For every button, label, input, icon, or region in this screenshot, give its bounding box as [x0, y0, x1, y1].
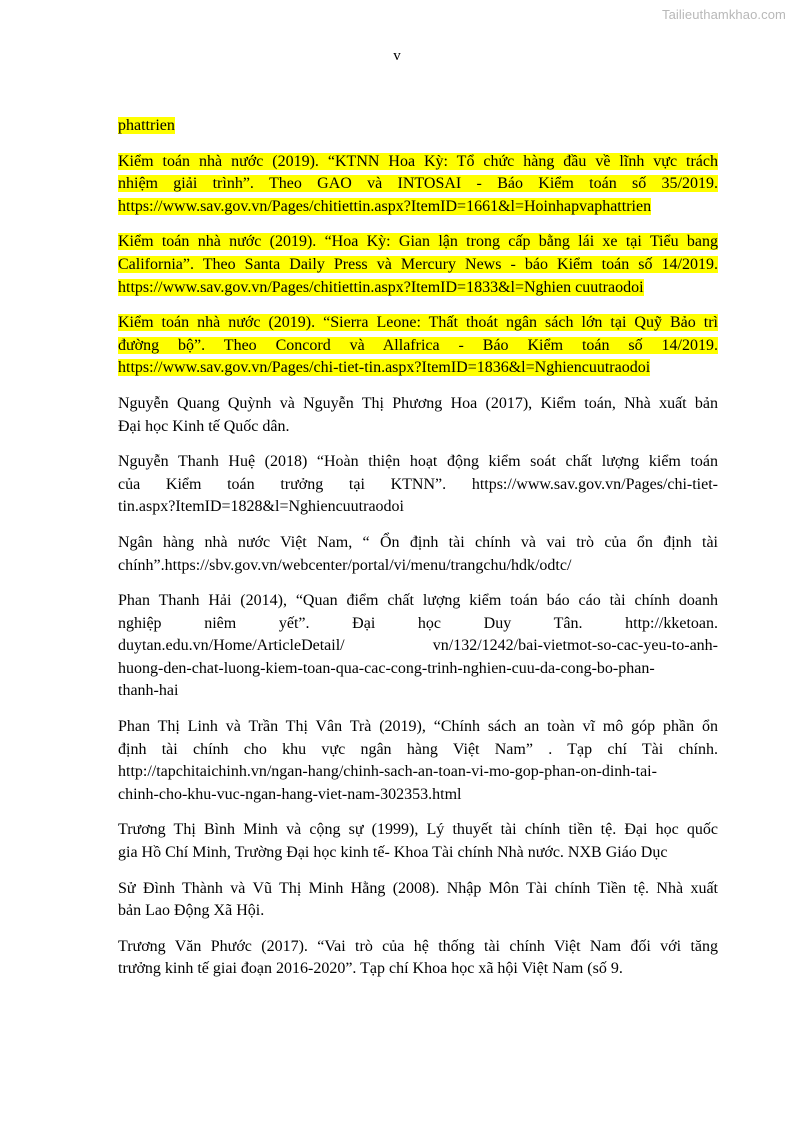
- reference-line: [118, 613, 718, 636]
- reference-entry: [118, 151, 718, 219]
- reference-entry: [118, 312, 718, 380]
- reference-line-text: Kiểm toán nhà nước (2019). “Sierra Leone: Thất thoát ngân sách lớn tại Quỹ Bảo trì: [118, 314, 718, 332]
- reference-line-text: https://www.sav.gov.vn/Pages/chi-tiet-tin.aspx?ItemID=1836&l=Nghiencuutraodoi: [118, 359, 651, 377]
- reference-line-text: chính”.https://sbv.gov.vn/webcenter/portal/vi/menu/trangchu/hdk/odtc/: [118, 556, 572, 574]
- reference-line: [118, 716, 718, 739]
- reference-line-text: nghiệp niêm yết”. Đại học Duy Tân. http://kketoan.: [118, 614, 718, 632]
- reference-entry: [118, 451, 718, 519]
- reference-line: [118, 496, 718, 519]
- reference-line: [118, 254, 718, 277]
- reference-line-text: https://www.sav.gov.vn/Pages/chitiettin.aspx?ItemID=1661&l=Hoinhapvaphattrien: [118, 197, 652, 215]
- reference-line: [118, 451, 718, 474]
- reference-line: [118, 936, 718, 959]
- reference-entry: [118, 716, 718, 806]
- reference-line: [118, 312, 718, 335]
- reference-line: [118, 784, 718, 807]
- reference-line: [118, 555, 718, 578]
- reference-line-text: Phan Thanh Hải (2014), “Quan điểm chất lượng kiểm toán báo cáo tài chính doanh: [118, 592, 718, 610]
- reference-line: [118, 590, 718, 613]
- reference-line: [118, 680, 718, 703]
- reference-entry: [118, 393, 718, 438]
- reference-entry: [118, 878, 718, 923]
- reference-line: [118, 958, 718, 981]
- reference-line: [118, 196, 718, 219]
- reference-line-text: phattrien: [118, 117, 175, 134]
- reference-line: [118, 151, 718, 174]
- reference-line-text: định tài chính cho khu vực ngân hàng Việt Nam” . Tạp chí Tài chính.: [118, 740, 718, 758]
- reference-line-text: http://tapchitaichinh.vn/ngan-hang/chinh-sach-an-toan-vi-mo-gop-phan-on-dinh-tai-: [118, 763, 657, 781]
- reference-line: [118, 842, 718, 865]
- reference-line-text: Ngân hàng nhà nước Việt Nam, “ Ổn định tài chính và vai trò của ổn định tài: [118, 533, 718, 551]
- reference-line: [118, 393, 718, 416]
- reference-line-text: Trương Văn Phước (2017). “Vai trò của hệ thống tài chính Việt Nam đối với tăng: [118, 937, 718, 955]
- reference-line: [118, 416, 718, 439]
- reference-line-text: California”. Theo Santa Daily Press và Mercury News - báo Kiểm toán số 14/2019.: [118, 255, 718, 273]
- reference-line-text: Sử Đình Thành và Vũ Thị Minh Hằng (2008). Nhập Môn Tài chính Tiền tệ. Nhà xuất: [118, 879, 718, 897]
- reference-line-text: Phan Thị Linh và Trần Thị Vân Trà (2019), “Chính sách an toàn vĩ mô góp phần ổn: [118, 718, 718, 736]
- reference-line-text: Đại học Kinh tế Quốc dân.: [118, 417, 290, 435]
- reference-line: [118, 635, 718, 658]
- reference-entry: [118, 936, 718, 981]
- reference-line-text: Nguyễn Quang Quỳnh và Nguyễn Thị Phương Hoa (2017), Kiểm toán, Nhà xuất bản: [118, 394, 718, 412]
- reference-line: [118, 878, 718, 901]
- reference-line: [118, 231, 718, 254]
- reference-line-text: của Kiểm toán trưởng tại KTNN”. https://www.sav.gov.vn/Pages/chi-tiet-: [118, 475, 718, 493]
- reference-line-text: Kiểm toán nhà nước (2019). “KTNN Hoa Kỳ: Tổ chức hàng đầu về lĩnh vực trách: [118, 152, 718, 170]
- page-number: v: [393, 48, 401, 64]
- reference-line-text: huong-den-chat-luong-kiem-toan-qua-cac-cong-trinh-nghien-cuu-da-cong-bo-phan-: [118, 659, 655, 677]
- reference-line-text: chinh-cho-khu-vuc-ngan-hang-viet-nam-302353.html: [118, 785, 462, 803]
- reference-line-text: Kiểm toán nhà nước (2019). “Hoa Kỳ: Gian lận trong cấp bằng lái xe tại Tiểu bang: [118, 233, 718, 251]
- reference-entry: [118, 590, 718, 703]
- reference-line: [118, 173, 718, 196]
- watermark-text: Tailieuthamkhao.com: [661, 7, 786, 22]
- reference-line-text: Trương Thị Bình Minh và cộng sự (1999), Lý thuyết tài chính tiền tệ. Đại học quốc: [118, 821, 718, 839]
- reference-line-text: gia Hồ Chí Minh, Trường Đại học kinh tế- Khoa Tài chính Nhà nước. NXB Giáo Dục: [118, 844, 668, 862]
- reference-line-text: https://www.sav.gov.vn/Pages/chitiettin.aspx?ItemID=1833&l=Nghien cuutraodoi: [118, 278, 644, 296]
- reference-line: [118, 739, 718, 762]
- reference-entry: [118, 819, 718, 864]
- reference-line: [118, 115, 718, 138]
- reference-line: [118, 900, 718, 923]
- reference-line-text: bản Lao Động Xã Hội.: [118, 902, 265, 920]
- reference-line-text: Nguyễn Thanh Huệ (2018) “Hoàn thiện hoạt động kiểm soát chất lượng kiểm toán: [118, 453, 718, 471]
- reference-list: [118, 115, 718, 994]
- reference-line-text: trưởng kinh tế giai đoạn 2016-2020”. Tạp chí Khoa học xã hội Việt Nam (số 9.: [118, 960, 623, 978]
- reference-line: [118, 474, 718, 497]
- reference-entry: [118, 231, 718, 299]
- reference-line: [118, 761, 718, 784]
- reference-line: [118, 819, 718, 842]
- reference-line: [118, 658, 718, 681]
- reference-line: [118, 277, 718, 300]
- reference-entry: [118, 115, 718, 138]
- reference-entry: [118, 532, 718, 577]
- reference-line: [118, 357, 718, 380]
- reference-line: [118, 335, 718, 358]
- reference-line-text: nhiệm giải trình”. Theo GAO và INTOSAI - Báo Kiểm toán số 35/2019.: [118, 175, 718, 193]
- reference-line-text: tin.aspx?ItemID=1828&l=Nghiencuutraodoi: [118, 498, 404, 516]
- reference-line-text: thanh-hai: [118, 682, 179, 700]
- reference-line-text: duytan.edu.vn/Home/ArticleDetail/ vn/132/1242/bai-vietmot-so-cac-yeu-to-anh-: [118, 637, 718, 655]
- reference-line: [118, 532, 718, 555]
- reference-line-text: đường bộ”. Theo Concord và Allafrica - Báo Kiểm toán số 14/2019.: [118, 336, 718, 354]
